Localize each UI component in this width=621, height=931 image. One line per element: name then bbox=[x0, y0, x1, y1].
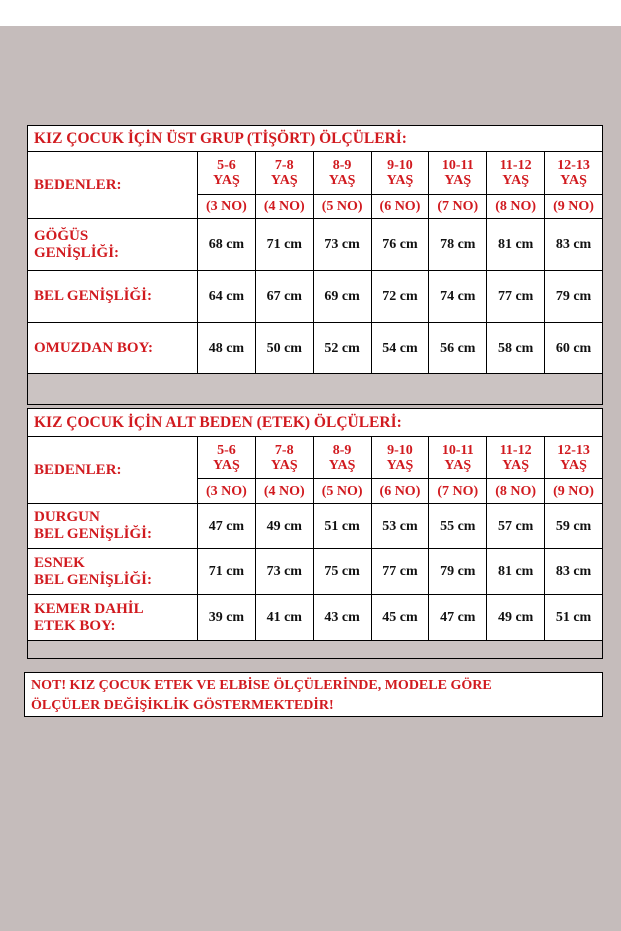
measure-cell: 41 cm bbox=[255, 595, 313, 641]
row-label-line2: BEL GENİŞLİĞİ: bbox=[34, 571, 152, 588]
measure-cell: 57 cm bbox=[487, 504, 545, 549]
measure-cell: 78 cm bbox=[429, 219, 487, 271]
measure-cell: 67 cm bbox=[255, 271, 313, 323]
upper-size-table bbox=[27, 125, 603, 405]
measure-cell: 59 cm bbox=[545, 504, 603, 549]
measure-cell: 68 cm bbox=[198, 219, 256, 271]
measure-cell: 47 cm bbox=[429, 595, 487, 641]
lower-age-cell bbox=[545, 437, 603, 479]
row-label-line2: BEL GENİŞLİĞİ: bbox=[34, 526, 152, 542]
upper-size-no: (8 NO) bbox=[487, 195, 545, 219]
upper-age-cell bbox=[545, 152, 603, 195]
note-line-1: NOT! KIZ ÇOCUK ETEK VE ELBİSE ÖLÇÜLERİNDE, MODELE GÖRE bbox=[31, 678, 492, 693]
measure-cell: 48 cm bbox=[198, 323, 256, 374]
lower-title-row bbox=[28, 409, 603, 437]
age-range: 10-11 bbox=[441, 442, 474, 458]
measure-cell: 53 cm bbox=[371, 504, 429, 549]
measure-cell: 51 cm bbox=[545, 595, 603, 641]
row-label: OMUZDAN BOY: bbox=[28, 323, 198, 374]
age-unit: YAŞ bbox=[270, 173, 298, 188]
age-range: 10-11 bbox=[441, 158, 474, 173]
age-unit: YAŞ bbox=[328, 173, 356, 188]
upper-title: KIZ ÇOCUK İÇİN ÜST GRUP (TİŞÖRT) ÖLÇÜLERİ: bbox=[28, 126, 603, 152]
upper-age-cell bbox=[198, 152, 256, 195]
measure-cell: 71 cm bbox=[198, 549, 256, 595]
upper-size-no: (6 NO) bbox=[371, 195, 429, 219]
row-label bbox=[28, 219, 198, 271]
measure-cell: 73 cm bbox=[313, 219, 371, 271]
lower-age-cell bbox=[487, 437, 545, 479]
age-unit: YAŞ bbox=[502, 457, 529, 473]
measure-cell: 69 cm bbox=[313, 271, 371, 323]
age-range: 8-9 bbox=[332, 158, 352, 173]
upper-age-cell bbox=[255, 152, 313, 195]
measure-cell: 75 cm bbox=[313, 549, 371, 595]
lower-age-cell bbox=[198, 437, 256, 479]
age-range: 12-13 bbox=[557, 442, 590, 458]
upper-spacer-row bbox=[28, 374, 603, 405]
table-divider bbox=[28, 374, 603, 405]
lower-size-no: (9 NO) bbox=[545, 479, 603, 504]
upper-age-cell bbox=[313, 152, 371, 195]
lower-age-cell bbox=[429, 437, 487, 479]
lower-row-skirt-length bbox=[28, 595, 603, 641]
measure-cell: 79 cm bbox=[429, 549, 487, 595]
row-label bbox=[28, 504, 198, 549]
age-unit: YAŞ bbox=[560, 457, 587, 473]
age-unit: YAŞ bbox=[213, 457, 240, 473]
measure-cell: 43 cm bbox=[313, 595, 371, 641]
measure-cell: 54 cm bbox=[371, 323, 429, 374]
age-range: 8-9 bbox=[332, 442, 352, 458]
age-range: 11-12 bbox=[499, 158, 532, 173]
lower-age-cell bbox=[255, 437, 313, 479]
age-range: 12-13 bbox=[557, 158, 590, 173]
age-unit: YAŞ bbox=[213, 173, 240, 188]
upper-size-no: (3 NO) bbox=[198, 195, 256, 219]
upper-title-row bbox=[28, 126, 603, 152]
age-unit: YAŞ bbox=[328, 457, 356, 473]
measure-cell: 49 cm bbox=[487, 595, 545, 641]
age-unit: YAŞ bbox=[386, 173, 414, 188]
upper-row-chest bbox=[28, 219, 603, 271]
measure-cell: 83 cm bbox=[545, 219, 603, 271]
lower-row-elastic-waist bbox=[28, 549, 603, 595]
lower-size-label: BEDENLER: bbox=[28, 437, 198, 504]
lower-size-no: (7 NO) bbox=[429, 479, 487, 504]
measure-cell: 56 cm bbox=[429, 323, 487, 374]
upper-row-length bbox=[28, 323, 603, 374]
measure-cell: 50 cm bbox=[255, 323, 313, 374]
age-unit: YAŞ bbox=[270, 457, 298, 473]
measure-cell: 49 cm bbox=[255, 504, 313, 549]
upper-size-no: (5 NO) bbox=[313, 195, 371, 219]
upper-size-no: (9 NO) bbox=[545, 195, 603, 219]
lower-age-row bbox=[28, 437, 603, 479]
measure-cell: 47 cm bbox=[198, 504, 256, 549]
lower-age-cell bbox=[313, 437, 371, 479]
measure-cell: 71 cm bbox=[255, 219, 313, 271]
row-label: BEL GENİŞLİĞİ: bbox=[28, 271, 198, 323]
lower-size-table bbox=[27, 408, 603, 659]
age-unit: YAŞ bbox=[444, 457, 472, 473]
measure-cell: 77 cm bbox=[371, 549, 429, 595]
measure-cell: 76 cm bbox=[371, 219, 429, 271]
age-unit: YAŞ bbox=[502, 173, 529, 188]
age-range: 5-6 bbox=[217, 442, 236, 458]
row-label-line2: GENİŞLİĞİ: bbox=[34, 244, 120, 261]
note-line-2: ÖLÇÜLER DEĞİŞİKLİK GÖSTERMEKTEDİR! bbox=[31, 698, 334, 713]
upper-size-no: (7 NO) bbox=[429, 195, 487, 219]
lower-spacer-row bbox=[28, 641, 603, 659]
measure-cell: 45 cm bbox=[371, 595, 429, 641]
size-note-box bbox=[24, 672, 603, 717]
age-range: 11-12 bbox=[499, 442, 532, 458]
lower-size-no: (5 NO) bbox=[313, 479, 371, 504]
measure-cell: 74 cm bbox=[429, 271, 487, 323]
upper-age-cell bbox=[487, 152, 545, 195]
age-range: 9-10 bbox=[387, 442, 413, 458]
upper-size-no: (4 NO) bbox=[255, 195, 313, 219]
lower-row-fixed-waist bbox=[28, 504, 603, 549]
age-range: 7-8 bbox=[274, 442, 294, 458]
measure-cell: 60 cm bbox=[545, 323, 603, 374]
lower-title: KIZ ÇOCUK İÇİN ALT BEDEN (ETEK) ÖLÇÜLERİ: bbox=[28, 409, 603, 437]
row-label-line1: KEMER DAHİL bbox=[34, 600, 144, 617]
lower-size-no: (8 NO) bbox=[487, 479, 545, 504]
measure-cell: 58 cm bbox=[487, 323, 545, 374]
age-unit: YAŞ bbox=[560, 173, 587, 188]
age-unit: YAŞ bbox=[386, 457, 414, 473]
measure-cell: 72 cm bbox=[371, 271, 429, 323]
row-label-line1: GÖĞÜS bbox=[34, 227, 89, 244]
measure-cell: 81 cm bbox=[487, 219, 545, 271]
lower-size-no: (3 NO) bbox=[198, 479, 256, 504]
row-label bbox=[28, 549, 198, 595]
measure-cell: 52 cm bbox=[313, 323, 371, 374]
row-label-line1: ESNEK bbox=[34, 554, 85, 571]
age-range: 5-6 bbox=[217, 158, 236, 173]
age-unit: YAŞ bbox=[444, 173, 472, 188]
measure-cell: 79 cm bbox=[545, 271, 603, 323]
measure-cell: 83 cm bbox=[545, 549, 603, 595]
age-range: 9-10 bbox=[387, 158, 413, 173]
row-label-line1: DURGUN bbox=[34, 509, 100, 525]
upper-size-label: BEDENLER: bbox=[28, 152, 198, 219]
measure-cell: 64 cm bbox=[198, 271, 256, 323]
lower-size-no: (4 NO) bbox=[255, 479, 313, 504]
lower-size-no: (6 NO) bbox=[371, 479, 429, 504]
measure-cell: 77 cm bbox=[487, 271, 545, 323]
table-divider bbox=[28, 641, 603, 659]
row-label bbox=[28, 595, 198, 641]
measure-cell: 81 cm bbox=[487, 549, 545, 595]
upper-row-waist bbox=[28, 271, 603, 323]
row-label-line2: ETEK BOY: bbox=[34, 617, 116, 634]
upper-age-cell bbox=[371, 152, 429, 195]
lower-age-cell bbox=[371, 437, 429, 479]
measure-cell: 55 cm bbox=[429, 504, 487, 549]
measure-cell: 39 cm bbox=[198, 595, 256, 641]
measure-cell: 73 cm bbox=[255, 549, 313, 595]
upper-age-row bbox=[28, 152, 603, 195]
upper-age-cell bbox=[429, 152, 487, 195]
age-range: 7-8 bbox=[274, 158, 294, 173]
measure-cell: 51 cm bbox=[313, 504, 371, 549]
